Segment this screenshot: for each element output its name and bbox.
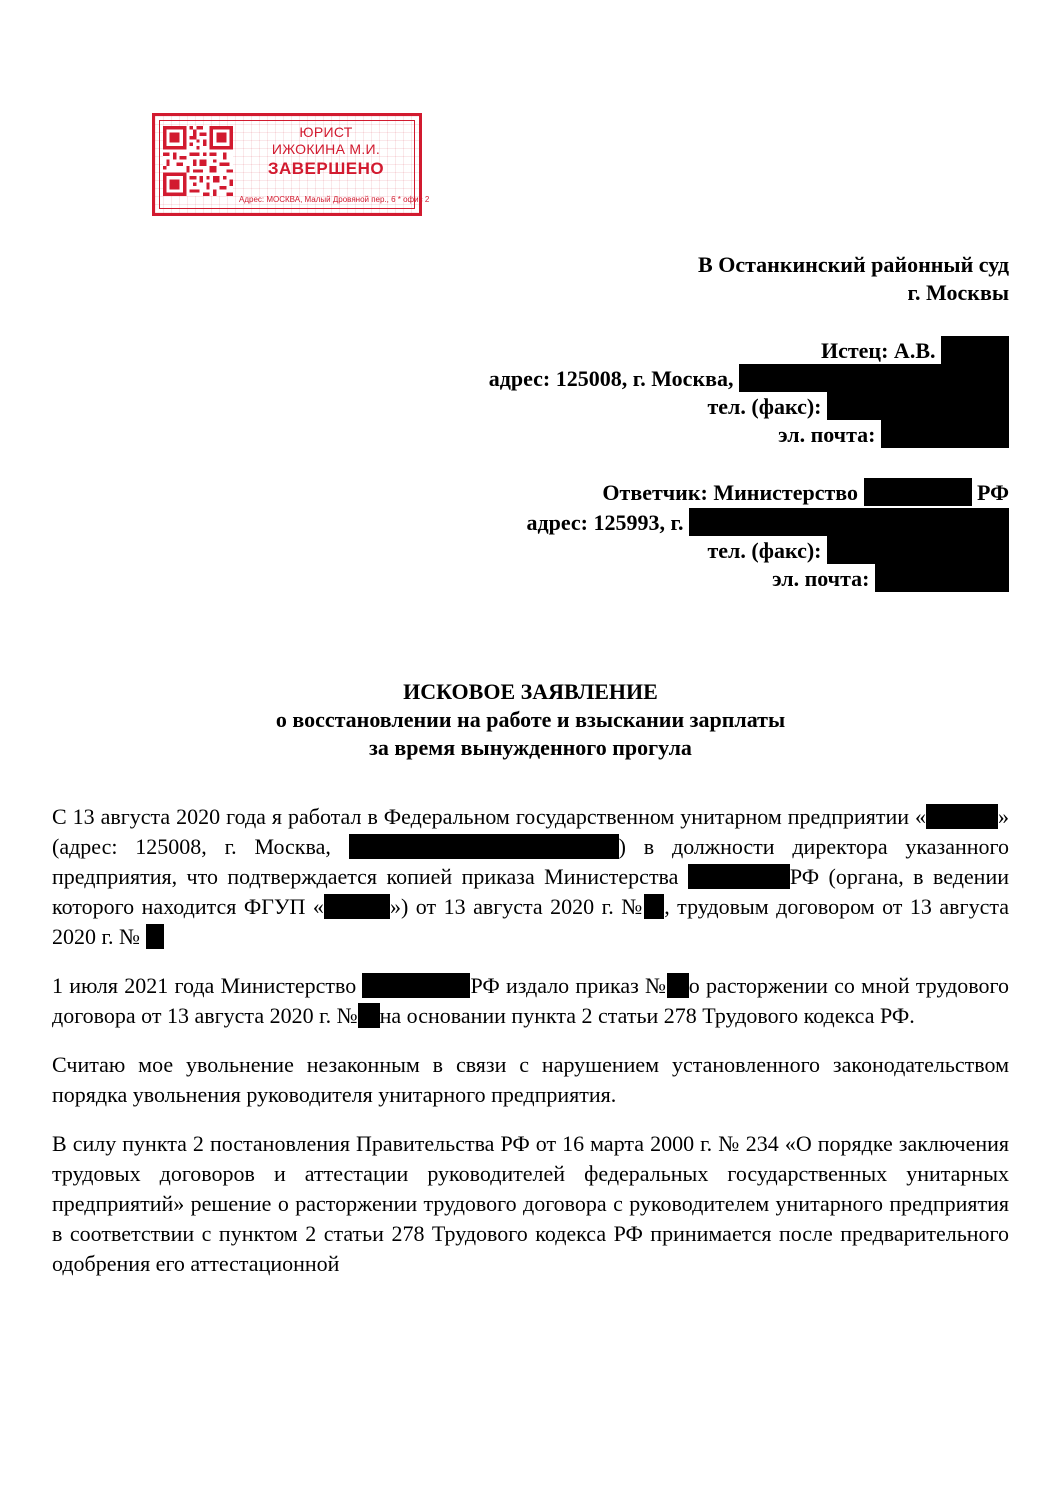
- defendant-phone-line: [707, 536, 1009, 564]
- redaction-block: [875, 564, 1009, 592]
- completed-stamp: [152, 113, 430, 216]
- redaction-block: [324, 894, 390, 919]
- text-segment: , трудовым договором от 13 августа 2020 г. №: [52, 894, 1009, 949]
- defendant-suffix: РФ: [977, 480, 1009, 505]
- plaintiff-address-label: адрес: 125008, г. Москва,: [488, 366, 734, 391]
- defendant-label: Ответчик: Министерство: [602, 480, 859, 505]
- redaction-block: [358, 1003, 380, 1028]
- defendant-address-label: адрес: 125993, г.: [526, 510, 684, 535]
- defendant-email-line: [772, 564, 1009, 592]
- redaction-block: [864, 478, 972, 506]
- text-segment: ») от 13 августа 2020 г. №: [389, 894, 645, 919]
- stamp-text: [237, 124, 415, 180]
- plaintiff-phone-label: тел. (факс):: [707, 394, 822, 419]
- court-city: г. Москвы: [907, 280, 1009, 305]
- redaction-block: [941, 336, 1009, 364]
- paragraph-dismissal-order: [52, 971, 1009, 1031]
- qr-code-icon: [163, 126, 233, 196]
- text-segment: ) в должности директора указанного предприятия, что подтверждается копией приказа Министерства: [52, 834, 1009, 889]
- defendant-line: [602, 478, 1009, 506]
- text-segment: РФ издало приказ №: [470, 973, 667, 998]
- stamp-lawyer-name: ИЖОКИНА М.И.: [271, 141, 381, 157]
- document-body: [52, 802, 1009, 1298]
- redaction-block: [146, 924, 164, 949]
- paragraph-employment: [52, 802, 1009, 952]
- text-segment: С 13 августа 2020 года я работал в Федеральном государственном унитарном предприятии «: [52, 804, 926, 829]
- redaction-block: [739, 364, 1009, 392]
- plaintiff-label: Истец: А.В.: [820, 338, 936, 363]
- text-segment: о расторжении со мной трудового договора от 13 августа 2020 г. №: [52, 973, 1010, 1028]
- stamp-address: Адрес: МОСКВА, Малый Дровяной пер., 6 * офис 2: [239, 195, 430, 204]
- text-segment: на основании пункта 2 статьи 278 Трудового кодекса РФ.: [379, 1003, 915, 1028]
- redaction-block: [689, 508, 1009, 536]
- redaction-block: [349, 834, 619, 859]
- title-subtitle-2: за время вынужденного прогула: [369, 735, 692, 760]
- title-main: ИСКОВОЕ ЗАЯВЛЕНИЕ: [403, 679, 658, 704]
- redaction-block: [827, 536, 1009, 564]
- redaction-block: [644, 894, 664, 919]
- plaintiff-line: [821, 336, 1009, 364]
- court-name: В Останкинский районный суд: [698, 252, 1009, 277]
- text-segment: 1 июля 2021 года Министерство: [52, 973, 357, 998]
- defendant-phone-label: тел. (факс):: [707, 538, 822, 563]
- defendant-email-label: эл. почта:: [772, 566, 870, 591]
- document-title: [0, 678, 1061, 762]
- stamp-title: ЮРИСТ: [299, 124, 353, 140]
- plaintiff-phone-line: [707, 392, 1009, 420]
- redaction-block: [881, 420, 1009, 448]
- redaction-block: [688, 864, 790, 889]
- paragraph-legal-basis: В силу пункта 2 постановления Правительства РФ от 16 марта 2000 г. № 234 «О порядке заключения трудовых договоров и аттестации руководителей федеральных государственных унитарных предприятий» решение о расторжении трудового договора с руководителем унитарного предприятия в соответствии с пунктом 2 статьи 278 Трудового кодекса РФ принимается после предварительного одобрения его аттестационной: [52, 1131, 1009, 1276]
- stamp-status: ЗАВЕРШЕНО: [267, 159, 385, 178]
- title-subtitle-1: о восстановлении на работе и взыскании зарплаты: [275, 707, 786, 732]
- redaction-block: [362, 973, 470, 998]
- plaintiff-email-label: эл. почта:: [778, 422, 876, 447]
- defendant-address-line: [527, 508, 1010, 536]
- paragraph-claim: Считаю мое увольнение незаконным в связи с нарушением установленного законодательством порядка увольнения руководителя унитарного предприятия.: [52, 1052, 1009, 1107]
- redaction-block: [926, 804, 998, 829]
- plaintiff-address-line: [489, 364, 1009, 392]
- text-segment: РФ (органа, в ведении которого находится ФГУП «: [52, 864, 1009, 919]
- redaction-block: [667, 973, 689, 998]
- plaintiff-email-line: [778, 420, 1009, 448]
- redaction-block: [827, 392, 1009, 420]
- text-segment: » (адрес: 125008, г. Москва,: [52, 804, 1009, 859]
